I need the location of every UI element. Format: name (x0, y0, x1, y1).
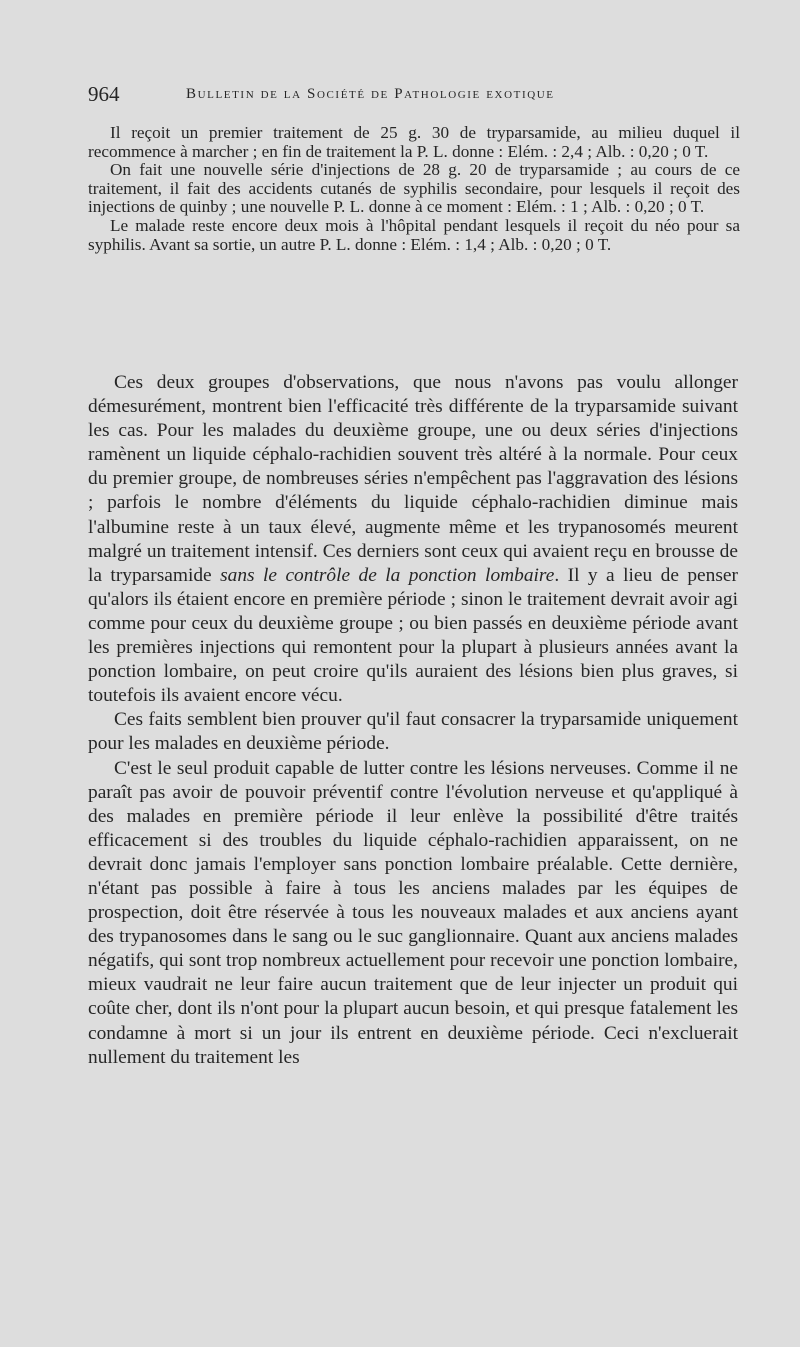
case-notes (88, 124, 740, 254)
case-note-paragraph: Le malade reste encore deux mois à l'hôpital pendant lesquels il reçoit du néo pour sa syphilis. Avant sa sortie, un autre P. L. donne : Elém. : 1,4 ; Alb. : 0,20 ; 0 T. (88, 215, 740, 254)
body-text: Ces deux groupes d'observations, que nous n'avons pas voulu allonger démesurément, montrent bien l'efficacité très différente de la tryparsamide suivant les cas. Pour les malades du deuxième groupe, une ou deux séries d'injections ramènent un liquide céphalo-rachidien souvent très altéré à la normale. Pour ceux du premier groupe, de nombreuses séries n'empêchent pas l'aggravation des lésions ; parfois le nombre d'éléments du liquide céphalo-rachidien diminue mais l'albumine reste à un taux élevé, augmente même et les trypanosomés meurent malgré un traitement intensif. Ces derniers sont ceux qui avaient reçu en brousse de la tryparsamide (88, 372, 738, 586)
page-header (88, 82, 748, 112)
case-note-paragraph: Il reçoit un premier traitement de 25 g. 30 de tryparsamide, au milieu duquel il recommence à marcher ; en fin de traitement la P. L. donne : Elém. : 2,4 ; Alb. : 0,20 ; 0 T. (88, 123, 740, 161)
body-paragraph (88, 371, 738, 708)
running-title: Bulletin de la Société de Pathologie exotique (186, 86, 555, 102)
emphasized-text: sans le contrôle de la ponction lombaire (220, 564, 555, 586)
body-paragraph: Ces faits semblent bien prouver qu'il faut consacrer la tryparsamide uniquement pour les malades en deuxième période. (88, 709, 738, 755)
case-note-paragraph: On fait une nouvelle série d'injections de 28 g. 20 de tryparsamide ; au cours de ce traitement, il fait des accidents cutanés de syphilis secondaire, pour lesquels il reçoit des injections de quinby ; une nouvelle P. L. donne à ce moment : Elém. : 1 ; Alb. : 0,20 ; 0 T. (88, 160, 740, 217)
page-number: 964 (88, 82, 120, 106)
main-text (88, 371, 738, 1070)
body-text: . Il y a lieu de penser qu'alors ils étaient encore en première période ; sinon le traitement devrait avoir agi comme pour ceux du deuxième groupe ; ou bien passés en deuxième période avant les premières injections qui remontent pour la plupart à plusieurs années avant la ponction lombaire, on peut croire qu'ils auraient des lésions bien plus graves, si toutefois ils avaient encore vécu. (88, 564, 738, 707)
body-paragraph: C'est le seul produit capable de lutter contre les lésions nerveuses. Comme il ne paraît pas avoir de pouvoir préventif contre l'évolution nerveuse et qu'appliqué à des malades en première période il leur enlève la possibilité d'être traités efficacement si des troubles du liquide céphalo-rachidien apparaissent, on ne devrait donc jamais l'employer sans ponction lombaire préalable. Cette dernière, n'étant pas possible à faire à tous les anciens malades par les équipes de prospection, doit être réservée à tous les nouveaux malades et aux anciens ayant des trypanosomes dans le sang ou le suc ganglionnaire. Quant aux anciens malades négatifs, qui sont trop nombreux actuellement pour recevoir une ponction lombaire, mieux vaudrait ne leur faire aucun traitement que de leur injecter un produit qui coûte cher, dont ils n'ont pour la plupart aucun besoin, et qui presque fatalement les condamne à mort si un jour ils entrent en deuxième période. Ceci n'excluerait nullement du traitement les (88, 757, 738, 1068)
